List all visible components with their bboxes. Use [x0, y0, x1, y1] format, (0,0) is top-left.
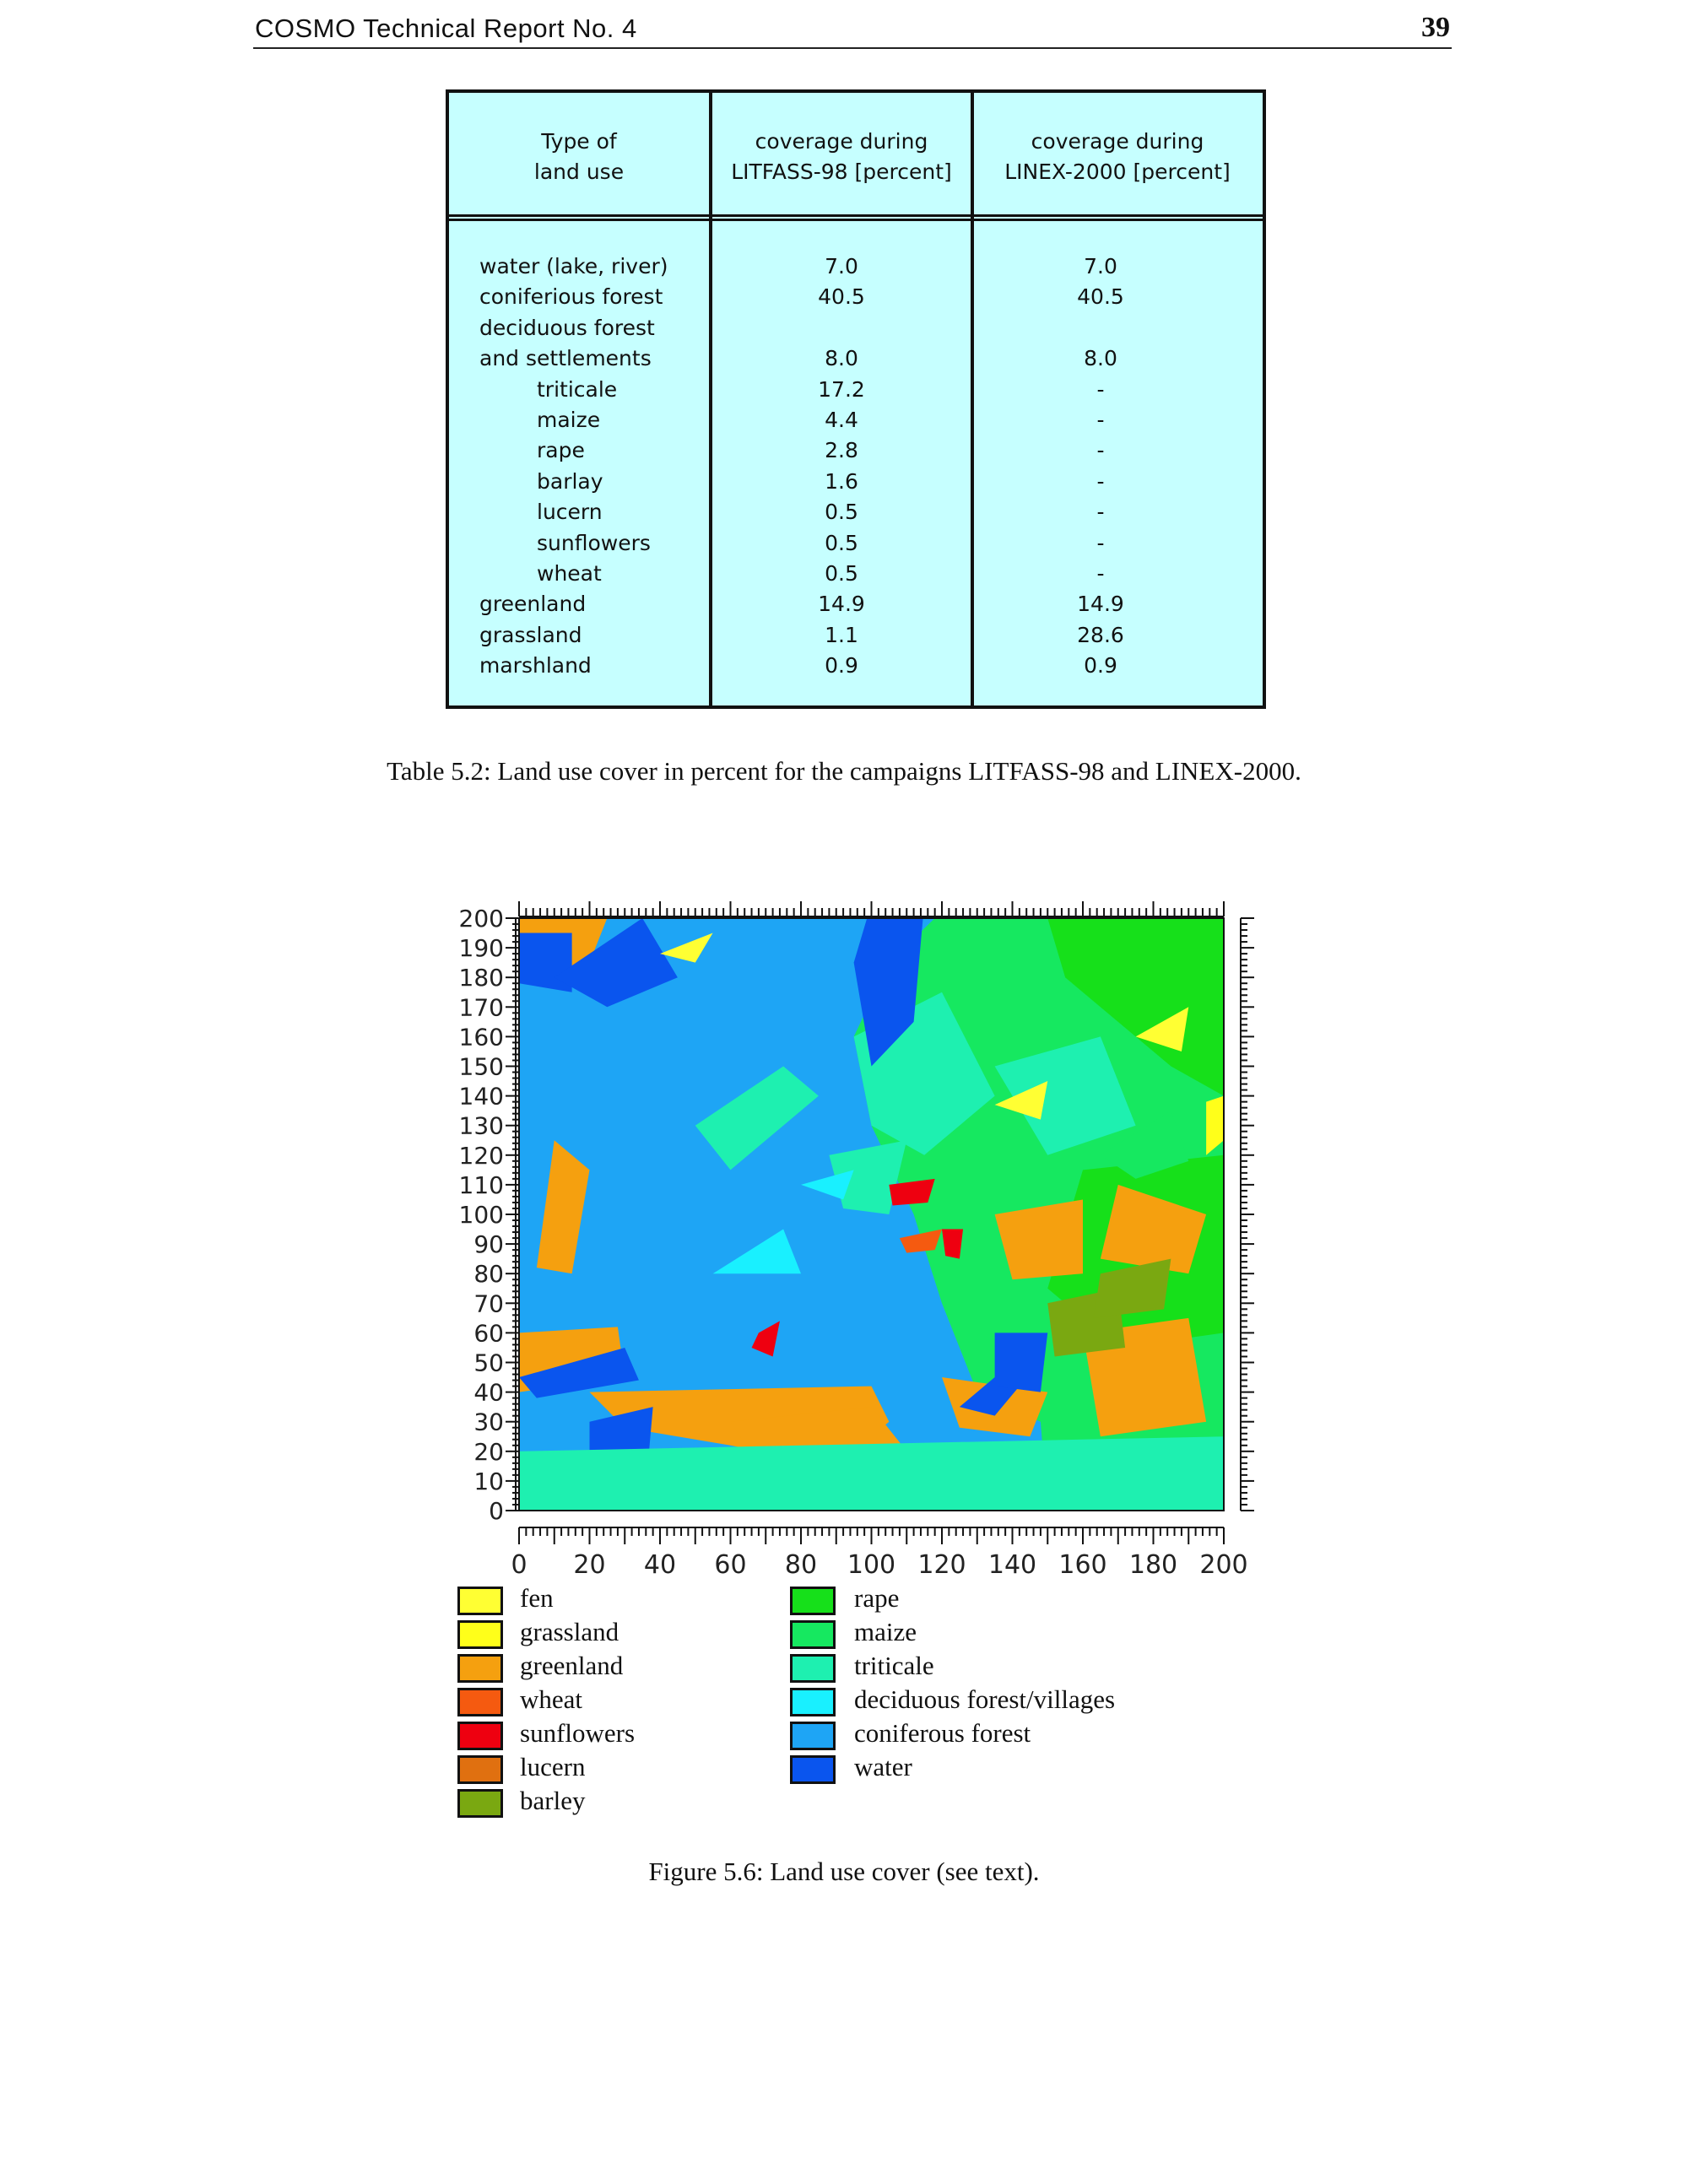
x-tick-label: 60 — [714, 1550, 747, 1580]
table-caption: Table 5.2: Land use cover in percent for the campaigns LITFASS-98 and LINEX-2000. — [387, 756, 1301, 786]
map-region-water — [519, 933, 572, 992]
legend-swatch — [457, 1654, 503, 1683]
legend-label: greenland — [520, 1651, 624, 1680]
x-tick-label: 120 — [917, 1550, 966, 1580]
table-row-label: triticale — [537, 376, 618, 402]
legend-label: maize — [854, 1617, 917, 1646]
map-region-water — [995, 1333, 1048, 1392]
table-cell-linex: - — [1096, 561, 1105, 586]
table-row-label: sunflowers — [537, 530, 651, 555]
table-cell-litfass: 0.9 — [825, 653, 858, 678]
legend-swatch — [790, 1688, 836, 1716]
legend-label: lucern — [520, 1752, 586, 1781]
x-tick-label: 200 — [1199, 1550, 1248, 1580]
x-tick-label: 40 — [643, 1550, 677, 1580]
legend-swatch — [457, 1587, 503, 1615]
y-tick-label: 150 — [458, 1052, 504, 1081]
table-cell-linex: 28.6 — [1077, 622, 1124, 647]
table-cell-linex: 0.9 — [1084, 653, 1117, 678]
y-tick-label: 80 — [473, 1260, 504, 1289]
legend-label: water — [854, 1752, 912, 1781]
header-line: land use — [533, 159, 625, 184]
y-tick-label: 170 — [458, 993, 504, 1022]
y-tick-label: 70 — [473, 1289, 504, 1318]
table-cell-litfass: 14.9 — [818, 592, 865, 617]
x-tick-label: 180 — [1128, 1550, 1178, 1580]
legend-swatch — [790, 1587, 836, 1615]
figure-caption: Figure 5.6: Land use cover (see text). — [648, 1857, 1040, 1886]
legend-label: sunflowers — [520, 1718, 636, 1748]
legend-swatch — [790, 1755, 836, 1784]
table-cell-linex: 40.5 — [1077, 284, 1124, 310]
header-line: coverage during — [1031, 129, 1204, 154]
table-row-label: water (lake, river) — [479, 254, 668, 278]
legend-swatch — [457, 1789, 503, 1818]
table-cell-linex: 8.0 — [1084, 346, 1117, 371]
y-tick-label: 60 — [473, 1319, 504, 1348]
y-tick-label: 0 — [489, 1497, 504, 1525]
y-tick-label: 40 — [473, 1378, 504, 1407]
legend-swatch — [457, 1620, 503, 1649]
legend-swatch — [790, 1722, 836, 1750]
legend-label: fen — [520, 1583, 554, 1613]
y-tick-label: 30 — [473, 1408, 504, 1436]
table-row-label: lucern — [537, 500, 603, 525]
legend-label: grassland — [520, 1617, 619, 1646]
y-tick-label: 110 — [458, 1170, 504, 1199]
table-cell-litfass: 40.5 — [818, 284, 865, 310]
header-line: LITFASS-98 [percent] — [731, 159, 952, 184]
x-tick-label: 140 — [987, 1550, 1037, 1580]
y-tick-label: 180 — [458, 964, 504, 992]
y-tick-label: 120 — [458, 1141, 504, 1170]
legend-swatch — [457, 1755, 503, 1784]
table-row-label: greenland — [479, 592, 587, 617]
legend-label: coniferous forest — [854, 1718, 1031, 1748]
table-cell-linex: - — [1096, 438, 1105, 463]
table-cell-linex: - — [1096, 468, 1105, 494]
x-tick-label: 100 — [847, 1550, 896, 1580]
legend-swatch — [457, 1688, 503, 1716]
table-cell-litfass: 8.0 — [825, 346, 858, 371]
header-line: Type of — [541, 129, 617, 154]
table-cell-linex: 7.0 — [1084, 254, 1117, 278]
table-cell-linex: 14.9 — [1077, 592, 1124, 617]
table-cell-litfass: 1.1 — [825, 622, 858, 647]
table-cell-litfass: 17.2 — [818, 376, 865, 402]
report-title: COSMO Technical Report No. 4 — [255, 14, 637, 43]
y-tick-label: 90 — [473, 1230, 504, 1259]
legend-label: barley — [520, 1786, 586, 1815]
table-row-label: grassland — [479, 622, 582, 647]
y-tick-label: 140 — [458, 1082, 504, 1111]
table-cell-linex: - — [1096, 500, 1105, 525]
table-cell-linex: - — [1096, 408, 1105, 432]
y-tick-label: 100 — [458, 1201, 504, 1229]
table-cell-litfass: 1.6 — [825, 468, 858, 494]
table-cell-litfass: 7.0 — [825, 254, 858, 278]
table-cell-litfass: 0.5 — [825, 500, 858, 525]
x-tick-label: 80 — [784, 1550, 818, 1580]
table-cell-litfass: 0.5 — [825, 530, 858, 555]
y-tick-label: 200 — [458, 905, 504, 933]
legend-swatch — [790, 1620, 836, 1649]
y-tick-label: 190 — [458, 934, 504, 963]
x-tick-label: 0 — [511, 1550, 528, 1580]
header-line: coverage during — [755, 129, 928, 154]
legend-swatch — [790, 1654, 836, 1683]
x-tick-label: 20 — [573, 1550, 606, 1580]
legend-label: deciduous forest/villages — [854, 1684, 1116, 1714]
x-tick-label: 160 — [1058, 1550, 1107, 1580]
table-cell-litfass: 0.5 — [825, 561, 858, 586]
table-cell-litfass: 4.4 — [825, 408, 858, 432]
table-cell-linex: - — [1096, 530, 1105, 555]
table-row-label: deciduous forest — [479, 315, 655, 340]
table-row-label: rape — [537, 438, 585, 463]
legend-label: wheat — [520, 1684, 583, 1714]
header-line: LINEX-2000 [percent] — [1004, 159, 1231, 184]
page-number: 39 — [1421, 12, 1450, 43]
legend-label: rape — [854, 1583, 900, 1613]
y-tick-label: 160 — [458, 1023, 504, 1051]
table-row-label: coniferious forest — [479, 284, 663, 310]
table-row-label: barlay — [537, 468, 603, 494]
table-row-label: marshland — [479, 653, 592, 678]
y-tick-label: 20 — [473, 1437, 504, 1466]
table-cell-linex: - — [1096, 376, 1105, 402]
table-row-label: maize — [537, 408, 601, 432]
table-row-label: and settlements — [479, 346, 652, 371]
legend-swatch — [457, 1722, 503, 1750]
y-tick-label: 130 — [458, 1111, 504, 1140]
table-cell-litfass: 2.8 — [825, 438, 858, 463]
y-tick-label: 50 — [473, 1349, 504, 1377]
y-tick-label: 10 — [473, 1467, 504, 1495]
table-row-label: wheat — [537, 561, 602, 586]
legend-label: triticale — [854, 1651, 934, 1680]
